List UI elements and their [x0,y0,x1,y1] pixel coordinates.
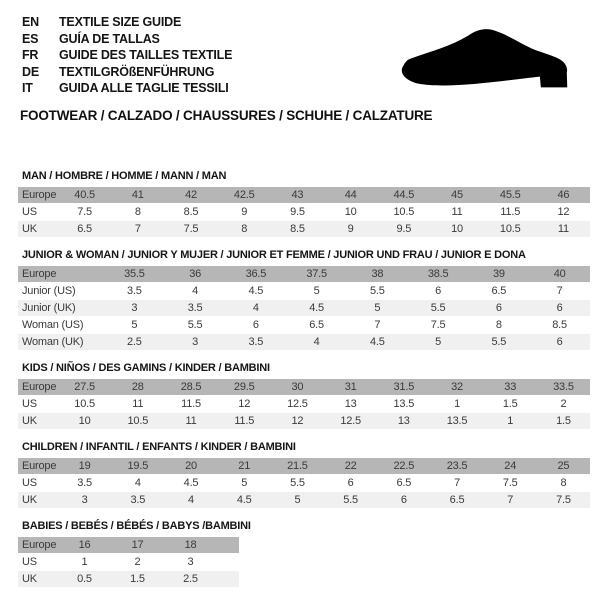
size-cell: 2 [134,555,141,568]
size-cell: 5 [241,476,248,489]
size-cell: 22.5 [393,459,415,472]
size-cell: 19 [78,459,91,472]
size-cell: 32 [451,380,463,393]
size-cell: 21 [238,459,251,472]
size-cell: 3.5 [187,301,203,314]
size-cell: 13 [344,397,357,410]
size-cell: 45 [451,188,463,201]
size-cell: 5 [131,318,138,331]
size-cell: 11.5 [181,397,201,410]
table-row [18,475,590,491]
size-cell: 6 [347,476,354,489]
size-cell: 7.5 [183,222,199,235]
dress-shoe-icon-svg [394,20,580,102]
row-label: US [22,397,37,410]
size-cell: 4.5 [309,301,324,314]
size-cell: 5 [374,301,381,314]
language-title: GUÍA DE TALLAS [59,31,160,46]
size-cell: 9.5 [290,205,305,218]
size-cell: 33 [504,380,517,393]
section-title: CHILDREN / INFANTIL / ENFANTS / KINDER / BAMBINI [22,440,296,453]
size-cell: 11.5 [234,414,255,427]
size-cell: 4 [192,284,199,297]
size-cell: 4.5 [236,493,252,506]
section-title: MAN / HOMBRE / HOMME / MANN / MAN [22,169,227,182]
row-label: UK [22,493,37,506]
row-label: Europe [22,459,57,472]
size-cell: 5.5 [370,284,385,297]
size-cell: 11 [557,222,569,235]
size-cell: 33.5 [553,380,574,393]
table-row [18,204,590,220]
size-cell: 21.5 [287,459,308,472]
size-cell: 3.5 [77,476,92,489]
size-cell: 31 [344,380,357,393]
row-label: Woman (US) [22,318,84,331]
row-label: Junior (US) [22,284,76,297]
size-cell: 12 [238,397,251,410]
language-title: GUIDA ALLE TAGLIE TESSILI [59,81,229,96]
size-cell: 42.5 [233,188,255,201]
size-cell: 8.5 [552,318,567,331]
size-cell: 8.5 [183,205,199,218]
size-cell: 6.5 [396,476,412,489]
size-cell: 10.5 [127,414,149,427]
size-cell: 31.5 [393,380,415,393]
size-cell: 2 [560,397,567,410]
size-cell: 3 [81,493,88,506]
size-cell: 10.5 [393,205,415,218]
size-cell: 3 [131,301,138,314]
size-cell: 35.5 [124,267,145,280]
section-babies [18,520,590,587]
size-cell: 42 [185,188,197,201]
section-title: KIDS / NIÑOS / DES GAMINS / KINDER / BAMBINI [22,361,270,374]
size-cell: 13 [397,414,410,427]
row-label: Europe [22,188,57,201]
size-cell: 9 [241,205,248,218]
row-label: Europe [22,538,57,551]
table-row [18,187,590,203]
size-cell: 8.5 [290,222,305,235]
size-cell: 28.5 [180,380,202,393]
size-cell: 8 [134,205,141,218]
table-row [18,334,590,350]
size-cell: 3.5 [130,493,146,506]
size-cell: 5 [435,335,442,348]
size-cell: 5 [294,493,301,506]
language-code: DE [22,64,39,79]
category-heading: FOOTWEAR / CALZADO / CHAUSSURES / SCHUHE / CALZATURE [20,107,433,123]
table-row [18,300,590,316]
size-cell: 13.5 [446,414,468,427]
size-cell: 25 [557,459,570,472]
size-cell: 10.5 [499,222,521,235]
size-cell: 5.5 [187,318,203,331]
language-title: TEXTILGRÖßENFÜHRUNG [59,64,215,79]
row-label: UK [22,222,37,235]
size-cell: 9 [347,222,354,235]
size-cell: 8 [495,318,502,331]
row-label: US [22,555,37,568]
size-cell: 4 [252,301,259,314]
size-cell: 6 [495,301,502,314]
size-cell: 30 [291,380,304,393]
size-cell: 11 [185,414,197,427]
size-cell: 24 [504,459,517,472]
size-cell: 8 [560,476,567,489]
size-cell: 7 [556,284,563,297]
size-cell: 4.5 [248,284,264,297]
size-cell: 41 [131,188,144,201]
row-label: Woman (UK) [22,335,84,348]
size-cell: 38 [371,267,384,280]
table-row [18,379,590,395]
size-table [18,379,590,429]
size-cell: 7.5 [77,205,92,218]
size-cell: 44 [344,188,357,201]
header [18,14,590,123]
size-cell: 20 [185,459,197,472]
size-cell: 7.5 [430,318,446,331]
size-cell: 5.5 [491,335,507,348]
size-table [18,537,239,587]
size-cell: 7.5 [556,493,571,506]
size-cell: 11 [132,397,144,410]
size-cell: 38.5 [427,267,449,280]
size-cell: 5 [313,284,320,297]
table-row [18,266,590,282]
table-row [18,413,590,429]
size-cell: 3 [192,335,199,348]
table-row [18,537,239,553]
row-label: US [22,205,37,218]
language-title: TEXTILE SIZE GUIDE [59,15,182,30]
size-cell: 5.5 [290,476,305,489]
row-label: Europe [22,267,57,280]
size-cell: 8 [241,222,248,235]
size-cell: 43 [291,188,304,201]
size-cell: 4 [313,335,320,348]
size-table [18,266,590,350]
language-code: EN [22,15,39,30]
size-cell: 3 [187,555,194,568]
size-cell: 11 [451,205,463,218]
size-cell: 10 [344,205,357,218]
size-cell: 18 [184,538,197,551]
row-label: UK [22,414,37,427]
size-cell: 7.5 [502,476,518,489]
language-code: ES [22,31,39,46]
size-cell: 1.5 [130,572,145,585]
size-cell: 7 [454,476,460,489]
size-cell: 6 [556,301,563,314]
size-cell: 6 [400,493,407,506]
size-cell: 19.5 [127,459,149,472]
language-code: FR [22,48,39,63]
section-junior-woman [18,249,590,350]
size-cell: 7 [374,318,381,331]
row-label: Junior (UK) [22,301,76,314]
table-row [18,571,239,587]
size-cell: 1 [454,397,460,410]
size-cell: 11.5 [500,205,521,218]
size-cell: 1 [507,414,514,427]
table-row [18,554,239,570]
size-cell: 10.5 [74,397,95,410]
size-cell: 5.5 [343,493,358,506]
language-title: GUIDE DES TAILLES TEXTILE [59,48,233,63]
size-cell: 6 [435,284,442,297]
size-cell: 7 [507,493,514,506]
size-cell: 4.5 [370,335,385,348]
size-cell: 44.5 [393,188,415,201]
section-children [18,441,590,508]
size-cell: 7 [134,222,141,235]
size-cell: 6.5 [77,222,92,235]
size-cell: 17 [131,538,144,551]
size-cell: 12.5 [340,414,361,427]
size-cell: 0.5 [77,572,92,585]
table-row [18,458,590,474]
size-cell: 6.5 [449,493,465,506]
table-row [18,492,590,508]
size-cell: 22 [344,459,357,472]
size-cell: 10 [78,414,91,427]
size-table [18,458,590,508]
size-cell: 5.5 [430,301,446,314]
size-cell: 45.5 [499,188,521,201]
size-cell: 2.5 [127,335,142,348]
table-row [18,221,590,237]
size-cell: 28 [131,380,144,393]
size-cell: 29.5 [233,380,255,393]
size-cell: 4.5 [183,476,199,489]
size-cell: 40 [553,267,566,280]
size-cell: 40.5 [74,188,95,201]
section-title: BABIES / BEBÉS / BÉBÉS / BABYS /BAMBINI [22,519,251,532]
table-row [18,283,590,299]
size-cell: 37.5 [306,267,327,280]
size-cell: 36 [189,267,202,280]
table-row [18,396,590,412]
language-code: IT [22,81,33,96]
size-cell: 13.5 [393,397,415,410]
size-cell: 1.5 [556,414,571,427]
size-cell: 12 [291,414,304,427]
section-title: JUNIOR & WOMAN / JUNIOR Y MUJER / JUNIOR ET FEMME / JUNIOR UND FRAU / JUNIOR E DONA [22,248,526,261]
size-cell: 4 [134,476,141,489]
size-cell: 27.5 [74,380,95,393]
size-table [18,187,590,237]
dress-shoe-icon [394,20,580,102]
size-cell: 39 [492,267,505,280]
size-cell: 9.5 [396,222,412,235]
size-cell: 16 [78,538,91,551]
size-cell: 6 [252,318,259,331]
size-cell: 46 [557,188,570,201]
size-cell: 2.5 [183,572,198,585]
table-row [18,317,590,333]
size-cell: 1 [81,555,88,568]
row-label: Europe [22,380,57,393]
size-cell: 23.5 [446,459,468,472]
size-cell: 12.5 [287,397,308,410]
size-cell: 1.5 [502,397,518,410]
size-cell: 3.5 [248,335,264,348]
size-cell: 36.5 [245,267,267,280]
section-man [18,170,590,237]
size-cell: 6.5 [309,318,324,331]
row-label: UK [22,572,37,585]
size-cell: 6 [556,335,563,348]
size-cell: 6.5 [491,284,507,297]
size-cell: 4 [188,493,194,506]
section-kids [18,362,590,429]
size-cell: 12 [557,205,570,218]
size-cell: 3.5 [127,284,142,297]
row-label: US [22,476,37,489]
size-cell: 10 [451,222,463,235]
